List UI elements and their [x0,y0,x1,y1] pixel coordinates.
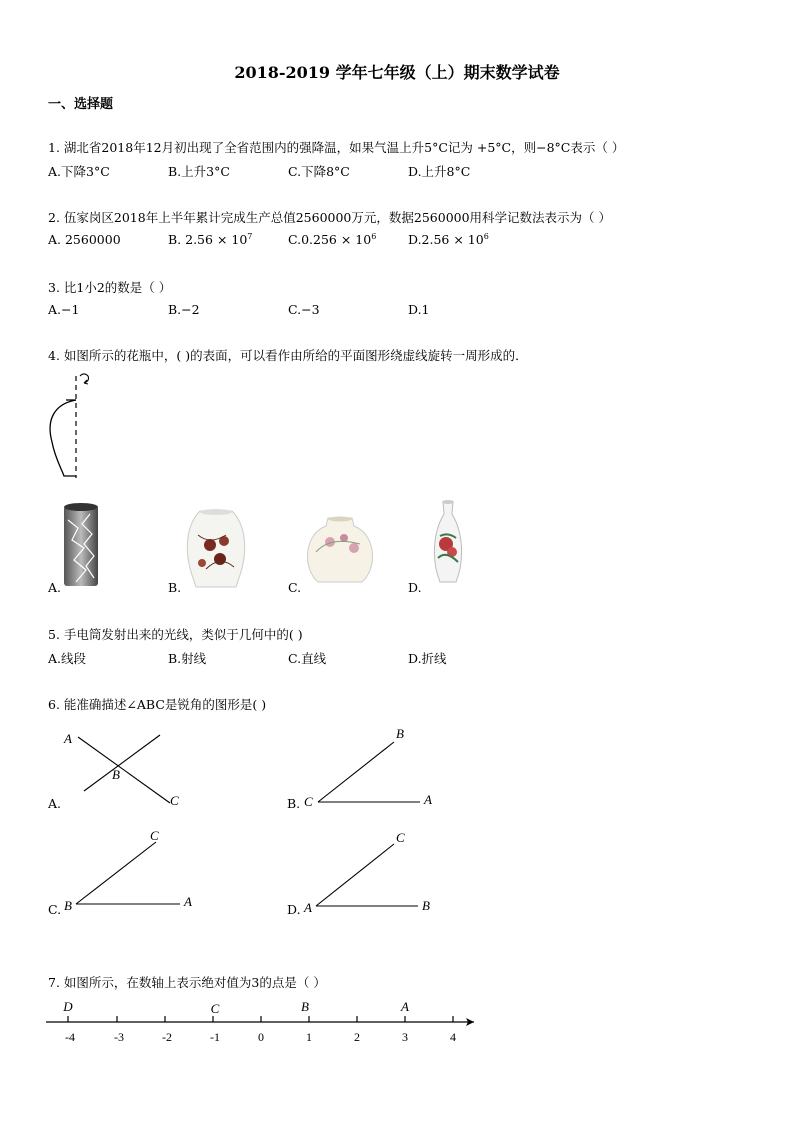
q3-option-a: A.−1 [48,302,80,317]
angle-figure-a [60,725,200,815]
q3-option-b: B.−2 [168,302,200,317]
q1-option-a: A.下降3°C [48,164,110,179]
q5-option-d: D.折线 [408,651,447,666]
tick-label: -4 [65,1030,75,1044]
q2-option-b: B. $2.56 \times 10^7$ [168,232,253,247]
q1-option-d: D.上升8°C [408,164,471,179]
fig-d-label-b: B [422,898,430,913]
vase-b-image [180,505,252,591]
angle-figure-d [300,826,450,918]
fig-c-label-c: C [150,828,159,843]
q1-option-b: B.上升3°C [168,164,230,179]
number-line-figure [40,996,490,1052]
tick-label: 3 [402,1030,408,1044]
q4-option-c[interactable]: C. [288,580,302,595]
point-label-c: C [210,1001,220,1016]
q5-stem: 5. 手电筒发射出来的光线，类似于几何中的( ) [48,627,303,642]
fig-a-label-c: C [170,793,179,808]
fig-d-label-c: C [396,830,405,845]
q4-option-d[interactable]: D. [408,580,422,595]
fig-b-label-a: A [424,792,432,807]
fig-b-label-c: C [304,794,313,809]
q6-option-a[interactable]: A. [48,796,62,811]
point-label-b: B [301,999,309,1014]
page-title: 2018-2019 学年七年级（上）期末数学试卷 [234,63,560,82]
vase-d-image [428,498,468,590]
q6-option-d[interactable]: D. [287,902,301,917]
tick-label: 4 [450,1030,456,1044]
q3-option-c: C.−3 [288,302,320,317]
section-heading: 一、选择题 [48,97,114,112]
angle-figure-c [60,826,210,918]
rotation-profile-figure [44,370,104,482]
q6-option-c[interactable]: C. [48,902,62,917]
q5-option-a: A.线段 [48,651,87,666]
q2-stem: 2. 伍家岗区2018年上半年累计完成生产总值2560000万元，数据2560000用科学记数法表示为（ ） [48,210,612,225]
fig-d-label-a: A [304,900,312,915]
q4-option-b[interactable]: B. [168,580,182,595]
tick-label: 1 [306,1030,312,1044]
point-label-a: A [401,999,409,1014]
q1-option-c: C.下降8°C [288,164,350,179]
q2-option-a: A. 2560000 [48,232,121,247]
fig-c-label-b: B [64,898,72,913]
point-label-d: D [63,999,73,1014]
q3-stem: 3. 比1小2的数是（ ） [48,280,172,295]
tick-label: 2 [354,1030,360,1044]
q2-option-c: $C.0.256 \times 10^6$ [288,232,377,247]
q6-stem: 6. 能准确描述∠ABC是锐角的图形是( ) [48,697,267,712]
fig-c-label-a: A [184,894,192,909]
fig-a-label-a: A [64,731,72,746]
q6-option-b[interactable]: B. [287,796,301,811]
q5-option-b: B.射线 [168,651,207,666]
vase-c-image [300,512,380,590]
fig-a-label-b: B [112,767,120,782]
tick-label: 0 [258,1030,264,1044]
tick-label: -1 [210,1030,220,1044]
fig-b-label-b: B [396,726,404,741]
q3-option-d: D.1 [408,302,430,317]
q1-stem: 1. 湖北省2018年12月初出现了全省范围内的强降温，如果气温上升5°C记为 +5°C，则−8°C表示（ ） [48,140,625,155]
angle-figure-b [300,722,450,812]
tick-label: -3 [114,1030,124,1044]
q7-stem: 7. 如图所示，在数轴上表示绝对值为3的点是（ ） [48,975,326,990]
q4-stem: 4. 如图所示的花瓶中，( )的表面，可以看作由所给的平面图形绕虚线旋转一周形成的． [48,348,528,363]
q4-option-a[interactable]: A. [48,580,62,595]
vase-profile-curve [50,400,76,476]
vase-a-image [60,500,104,590]
tick-label: -2 [162,1030,172,1044]
q2-option-d: $D.2.56 \times 10^6$ [408,232,489,247]
q5-option-c: C.直线 [288,651,327,666]
rotation-arrow-icon [80,374,89,383]
